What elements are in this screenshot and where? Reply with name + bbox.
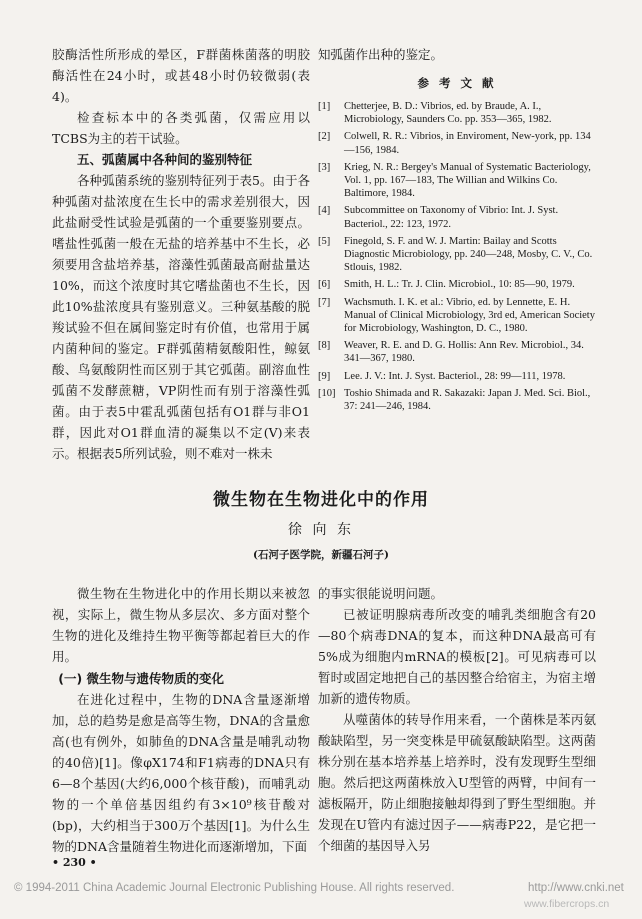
reference-text: Subcommittee on Taxonomy of Vibrio: Int. J. Syst. Bacteriol., 22: 123, 1972. (344, 205, 559, 230)
page-number: • 230 • (52, 856, 97, 869)
reference-item (318, 161, 596, 201)
paragraph: 胶酶活性所形成的晕区，F群菌株菌落的明胶酶活性在24小时，或甚48小时仍较微弱(表4)。 (52, 47, 310, 104)
reference-text: Krieg, N. R.: Bergey's Manual of Systematic Bacteriology, Vol. 1, pp. 167—183, The Willian and Wilkins Co. Baltimore, 1984. (344, 161, 591, 200)
paragraph: 检查标本中的各类弧菌，仅需应用以TCBS为主的若干试验。 (52, 110, 310, 146)
reference-item (318, 235, 596, 275)
paragraph: 从噬菌体的转导作用来看，一个菌株是苯丙氨酸缺陷型，另一突变株是甲硫氨酸缺陷型。这两菌株分别在基本培养基上培养时，没有发现野生型细胞。然后把这两菌株放入U型管的两臂，中间有一滤板隔开，防止细胞接触却得到了野生型细胞。并发现在U管内有滤过因子——病毒P22，是它把一个细菌的基因导入另 (318, 712, 596, 853)
reference-number: [8] (318, 340, 331, 352)
article-affiliation: (石河子医学院，新疆石河子) (253, 549, 389, 561)
reference-item (318, 296, 596, 336)
paragraph: 在进化过程中，生物的DNA含量逐渐增加，总的趋势是愈是高等生物，DNA的含量愈高(也有例外，如肺鱼的DNA含量是哺乳动物的40倍)[1]。像φX174和F1病毒的DNA只有6—8个基因(大约6,000个核苷酸)，而哺乳动物的一个单倍基因组约有3×10⁹核苷酸对(bp)，大约相当于300万个基因[1]。为什么生物的DNA含量随着生物进化而逐渐增加，下面 (52, 692, 310, 854)
reference-text: Toshio Shimada and R. Sakazaki: Japan J. Med. Sci. Biol., 37: 241—246, 1984. (344, 387, 591, 413)
reference-number: [10] (318, 387, 336, 399)
references-heading: 参 考 文 献 (417, 76, 497, 90)
bottom-left-column (52, 583, 310, 857)
reference-number: [2] (318, 131, 331, 143)
paragraph: 已被证明腺病毒所改变的哺乳类细胞含有20—80个病毒DNA的复本，而这种DNA最高可有5%成为细胞内mRNA的模板[2]。可见病毒可以暂时或固定地把自己的基因整合给宿主，为宿主增加新的遗传物质。 (318, 607, 596, 706)
copyright-footer: © 1994-2011 China Academic Journal Electronic Publishing House. All rights reserved. (14, 882, 455, 894)
reference-item (318, 100, 596, 126)
reference-number: [3] (318, 161, 331, 173)
reference-number: [6] (318, 279, 331, 291)
reference-number: [5] (318, 235, 331, 247)
paragraph: 各种弧菌系统的鉴别特征列于表5。由于各种弧菌对盐浓度在生长中的需求差别很大，因此盐耐受性试验是弧菌的一个重要鉴别要点。嗜盐性弧菌一般在无盐的培养基中不生长，必须要用含盐培养基，溶藻性弧菌最高耐盐量达10%，而这个浓度时其它嗜盐菌也不生长，因此10%盐浓度具有鉴别意义。三种氨基酸的脱羧试验不但在属间鉴定时有价值，也常用于属内菌种间的鉴定。F群弧菌精氨酸阳性，鲸氨酸、鸟氨酸阴性而区别于其它弧菌。副溶血性弧菌不发酵蔗糖，VP阴性而有别于溶藻性弧菌。由于表5中霍乱弧菌包括有O1群与非O1群，因此对O1群血清的凝集以不定(V)来表示。根据表5所列试验，则不难对一株未 (52, 173, 310, 461)
reference-text: Finegold, S. F. and W. J. Martin: Bailay and Scotts Diagnostic Microbiology, pp. 240—248, Mosby, C. V., Co. Stlouis, 1982. (344, 235, 593, 274)
reference-item (318, 278, 596, 291)
article-title: 微生物在生物进化中的作用 (213, 490, 429, 510)
top-right-column (318, 44, 596, 417)
paragraph: 知弧菌作出种的鉴定。 (318, 47, 444, 62)
footer-url: http://www.cnki.net (528, 882, 624, 894)
reference-text: Colwell, R. R.: Vibrios, in Enviroment, New-york, pp. 134—156, 1984. (344, 131, 591, 156)
reference-number: [7] (318, 296, 331, 308)
section-heading: (一) 微生物与遗传物质的变化 (58, 671, 225, 686)
paragraph: 的事实很能说明问题。 (318, 586, 444, 601)
reference-text: Smith, H. L.: Tr. J. Clin. Microbiol., 10: 85—90, 1979. (344, 279, 575, 291)
reference-list (318, 100, 596, 413)
article-author: 徐 向 东 (288, 522, 354, 538)
reference-number: [9] (318, 370, 331, 382)
watermark: www.fibercrops.cn (524, 898, 610, 910)
reference-item (318, 370, 596, 383)
top-left-column (52, 44, 310, 464)
paragraph: 微生物在生物进化中的作用长期以来被忽视，实际上，微生物从多层次、多方面对整个生物的进化及维持生物平衡等都起着巨大的作用。 (52, 586, 310, 664)
reference-text: Lee. J. V.: Int. J. Syst. Bacteriol., 28: 99—111, 1978. (344, 370, 566, 382)
reference-item (318, 130, 596, 156)
reference-number: [1] (318, 101, 331, 112)
reference-text: Weaver, R. E. and D. G. Hollis: Ann Rev. Microbiol., 34. 341—367, 1980. (344, 340, 584, 365)
reference-number: [4] (318, 205, 331, 217)
section-heading: 五、弧菌属中各种间的鉴别特征 (77, 152, 253, 167)
reference-item (318, 339, 596, 365)
bottom-right-column (318, 583, 596, 856)
reference-text: Chetterjee, B. D.: Vibrios, ed. by Braude, A. I., Microbiology, Saunders Co. pp. 353—365, 1982. (344, 101, 552, 126)
reference-text: Wachsmuth. I. K. et al.: Vibrio, ed. by Lennette, E. H. Manual of Clinical Microbiology, 3rd ed, American Society for Microbiology, Washington, D. C., 1980. (344, 296, 595, 335)
reference-item (318, 204, 596, 230)
reference-item (318, 387, 596, 413)
